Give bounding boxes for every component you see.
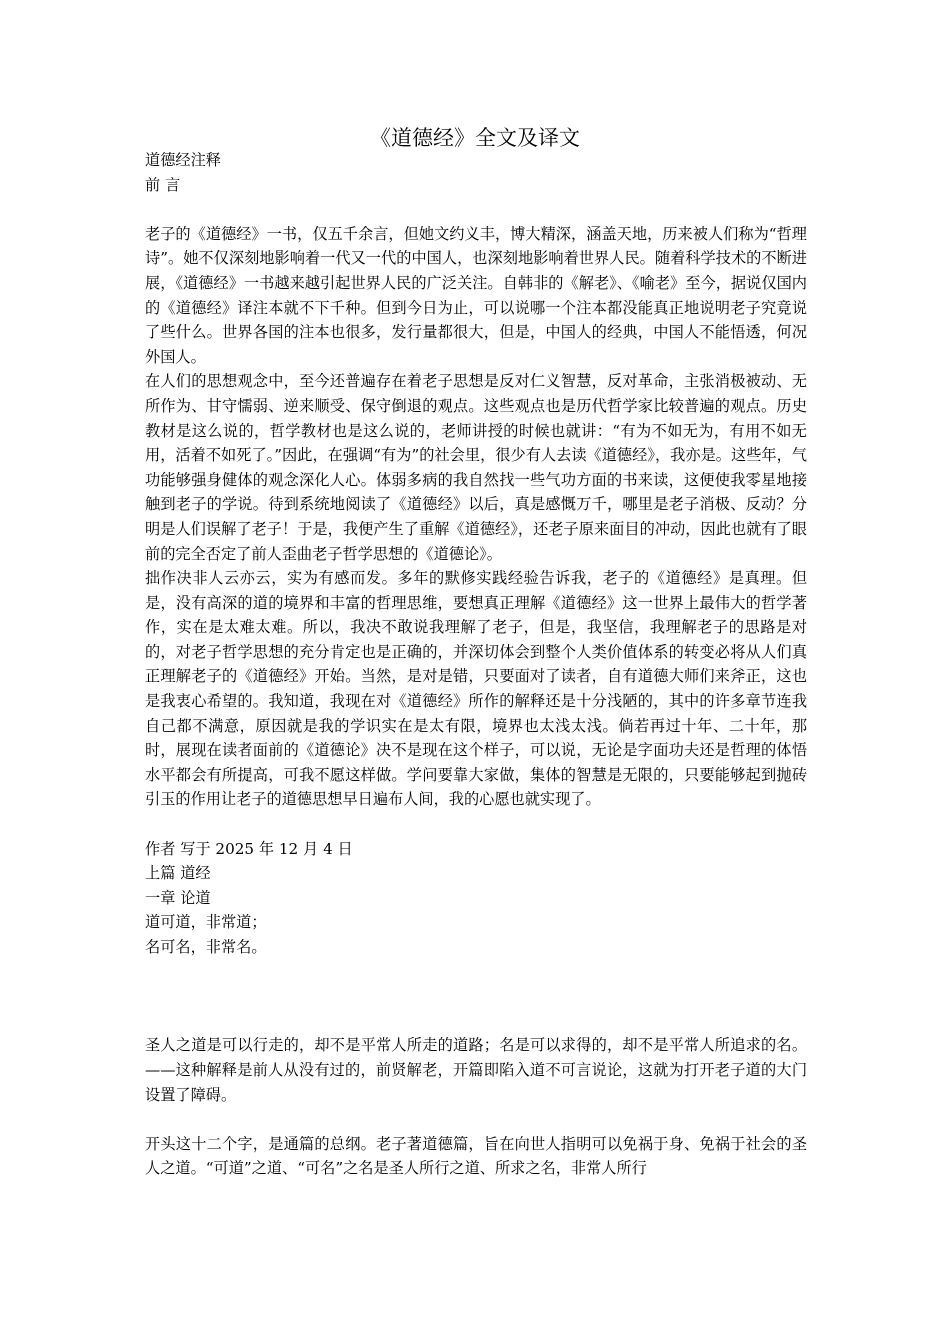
preface-paragraph: 在人们的思想观念中，至今还普遍存在着老子思想是反对仁义智慧，反对革命，主张消极被动、无所作为、甘守懦弱、逆来顺受、保守倒退的观点。这些观点也是历代哲学家比较普遍的观点。历史教材是这么说的，哲学教材也是这么说的，老师讲授的时候也就讲：“有为不如无为，有用不如无用，活着不如死了。”因此，在强调“有为”的社会里，很少有人去读《道德经》，我亦是。这些年，气功能够强身健体的观念深化人心。体弱多病的我自然找一些气功方面的书来读，这便使我零星地接触到老子的学说。待到系统地阅读了《道德经》以后，真是感慨万千，哪里是老子消极、反动？分明是人们误解了老子！于是，我便产生了重解《道德经》，还老子原来面目的冲动，因此也就有了眼前的完全否定了前人歪曲老子哲学思想的《道德论》。 [145, 372, 807, 563]
subtitle: 道德经注释 [145, 151, 221, 169]
commentary-paragraph: 开头这十二个字，是通篇的总纲。老子著道德篇，旨在向世人指明可以免祸于身、免祸于社会的圣人之道。“可道”之道、“可名”之名是圣人所行之道、所求之名，非常人所行 [145, 1134, 807, 1178]
verse-line: 名可名，非常名。 [145, 938, 267, 956]
verse-line: 道可道，非常道； [145, 913, 267, 932]
commentary-paragraph: 圣人之道是可以行走的，却不是平常人所走的道路；名是可以求得的，却不是平常人所追求的名。——这种解释是前人从没有过的，前贤解老，开篇即陷入道不可言说论，这就为打开老子道的大门设置了障碍。 [145, 1036, 807, 1104]
preface-paragraph: 拙作决非人云亦云，实为有感而发。多年的默修实践经验告诉我，老子的《道德经》是真理。但是，没有高深的道的境界和丰富的哲理思维，要想真正理解《道德经》这一世界上最伟大的哲学著作，实在是太难太难。所以，我决不敢说我理解了老子，但是，我坚信，我理解老子的思路是对的，对老子哲学思想的充分肯定也是正确的，并深切体会到整个人类价值体系的转变必将从人们真正理解老子的《道德经》开始。当然，是对是错，只要面对了读者，自有道德大师们来斧正，这也是我衷心希望的。我知道，我现在对《道德经》所作的解释还是十分浅陋的，其中的许多章节连我自己都不满意，原因就是我的学识实在是太有限，境界也太浅太浅。倘若再过十年、二十年，那时，展现在读者面前的《道德论》决不是现在这个样子，可以说，无论是字面功夫还是哲理的体悟水平都会有所提高，可我不愿这样做。学问要靠大家做，集体的智慧是无限的，只要能够起到抛砖引玉的作用让老子的道德思想早日遍布人间，我的心愿也就实现了。 [145, 569, 807, 809]
blank-line [145, 1009, 807, 1034]
document-title: 《道德经》全文及译文 [370, 126, 580, 150]
preface-paragraph: 老子的《道德经》一书，仅五千余言，但她文约义丰，博大精深，涵盖天地，历来被人们称为“哲理诗”。她不仅深刻地影响着一代又一代的中国人，也深刻地影响着世界人民。随着科学技术的不断进展，《道德经》一书越来越引起世界人民的广泛关注。自韩非的《解老》、《喻老》至今，据说仅国内的《道德经》译注本就不下千种。但到今日为止，可以说哪一个注本都没能真正地说明老子究竟说了些什么。世界各国的注本也很多，发行量都很大，但是，中国人的经典，中国人不能悟透，何况外国人。 [145, 224, 807, 366]
blank-line [145, 1107, 807, 1132]
author-signature: 作者 写于 2025 年 12 月 4 日 [145, 839, 353, 858]
part-heading: 上篇 道经 [145, 864, 211, 883]
blank-line [145, 960, 807, 1009]
blank-line [145, 197, 807, 222]
blank-line [145, 812, 807, 837]
chapter-heading: 一章 论道 [145, 888, 211, 907]
preface-heading: 前 言 [145, 175, 181, 194]
document-body [145, 148, 807, 1181]
